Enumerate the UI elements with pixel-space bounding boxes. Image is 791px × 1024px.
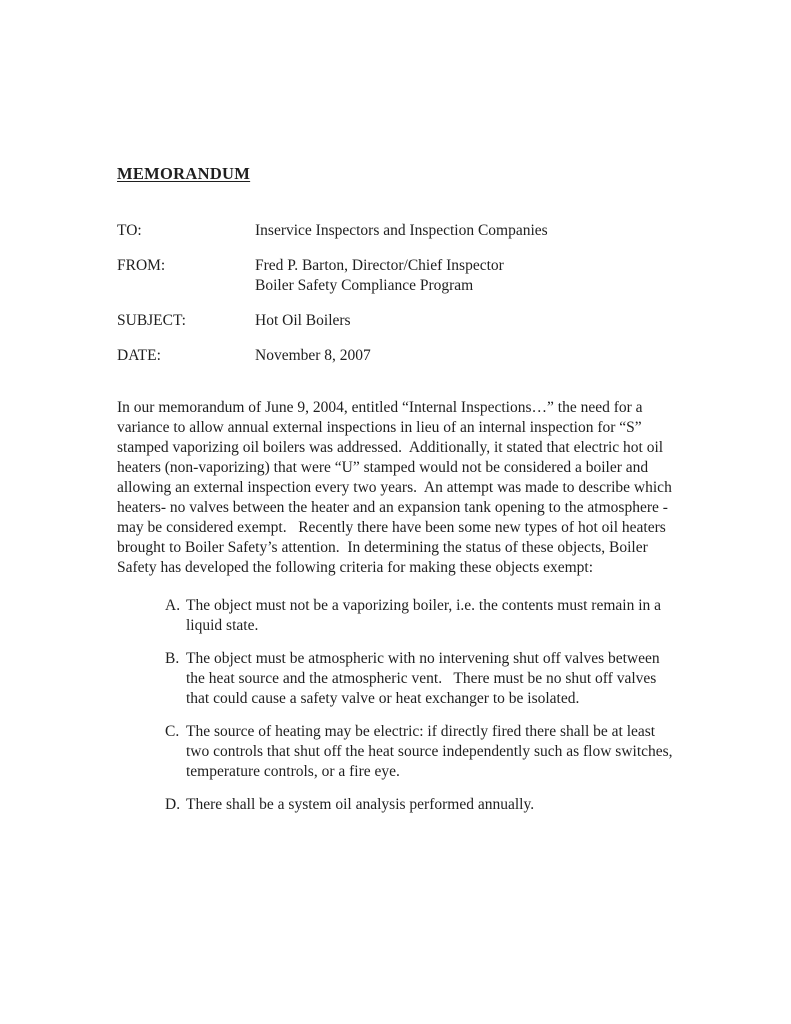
field-label-to: TO: (117, 222, 142, 239)
field-row-date (117, 346, 675, 366)
field-value-line: Boiler Safety Compliance Program (255, 277, 474, 294)
criteria-letter: C. (165, 723, 180, 740)
field-label-from: FROM: (117, 257, 166, 274)
field-value-line: Fred P. Barton, Director/Chief Inspector (255, 257, 504, 274)
field-value-subject (255, 311, 675, 331)
criteria-item-d (165, 795, 675, 815)
field-value-from (255, 256, 675, 296)
criteria-text: The object must be atmospheric with no intervening shut off valves between the heat source and the atmospheric vent. There must be no shut off valves that could cause a safety valve or heat exchanger to be isolated. (186, 650, 664, 707)
field-value-date (255, 346, 675, 366)
field-row-from (117, 256, 675, 296)
field-label-subject: SUBJECT: (117, 312, 186, 329)
field-row-to (117, 221, 675, 241)
memo-title: MEMORANDUM (117, 164, 251, 183)
criteria-text: The object must not be a vaporizing boiler, i.e. the contents must remain in a liquid state. (186, 597, 665, 634)
field-label-date: DATE: (117, 347, 161, 364)
criteria-letter: A. (165, 597, 181, 614)
memo-body-paragraph: In our memorandum of June 9, 2004, entitled “Internal Inspections…” the need for a variance to allow annual external inspections in lieu of an internal inspection for “S” stamped vaporizing oil boilers was addressed. Additionally, it stated that electric hot oil heaters (non-vaporizing) that were “U” stamped would not be considered a boiler and allowing an external inspection every two years. An attempt was made to describe which heaters- no valves between the heater and an expansion tank opening to the atmosphere - may be considered exempt. Recently there have been some new types of hot oil heaters brought to Boiler Safety’s attention. In determining the status of these objects, Boiler Safety has developed the following criteria for making these objects exempt: (117, 399, 676, 576)
field-value-to (255, 221, 675, 241)
criteria-letter: D. (165, 796, 181, 813)
field-row-subject (117, 311, 675, 331)
criteria-text: The source of heating may be electric: if directly fired there shall be at least two controls that shut off the heat source independently such as flow switches, temperature controls, or a fire eye. (186, 723, 677, 780)
criteria-item-a (165, 596, 675, 636)
criteria-list (117, 596, 675, 815)
criteria-item-b (165, 649, 675, 709)
field-value-line: Hot Oil Boilers (255, 312, 351, 329)
field-value-line: Inservice Inspectors and Inspection Companies (255, 222, 548, 239)
criteria-text: There shall be a system oil analysis performed annually. (186, 796, 535, 813)
field-value-line: November 8, 2007 (255, 347, 371, 364)
memo-header-fields (117, 221, 675, 366)
criteria-letter: B. (165, 650, 180, 667)
criteria-item-c (165, 722, 675, 782)
